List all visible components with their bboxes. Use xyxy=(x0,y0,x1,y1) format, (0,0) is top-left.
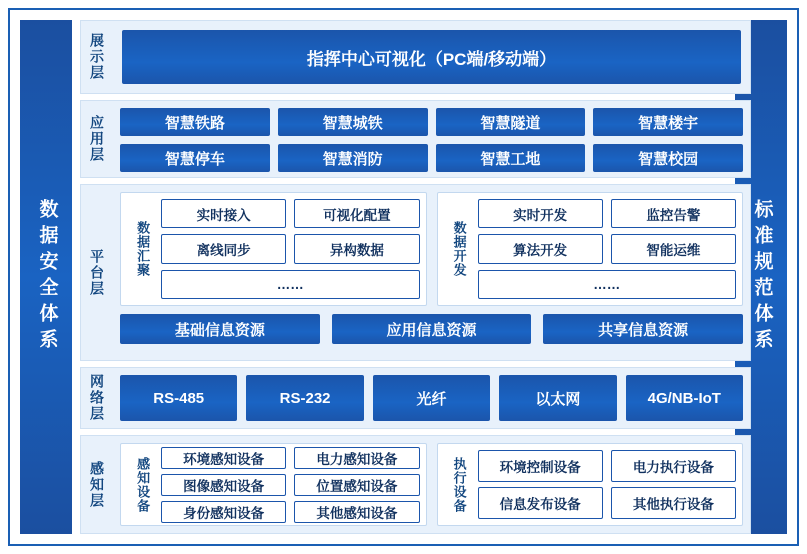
sensing-item[interactable]: 其他执行设备 xyxy=(611,487,736,519)
platform-item[interactable]: 实时接入 xyxy=(161,199,286,228)
platform-group-data-aggregation xyxy=(120,192,427,306)
sidebar-data-security xyxy=(20,20,72,534)
application-item[interactable]: 智慧楼宇 xyxy=(593,108,743,136)
application-item[interactable]: 智慧工地 xyxy=(436,144,586,172)
sensing-item[interactable]: 信息发布设备 xyxy=(478,487,603,519)
sensing-group-label: 感知设备 xyxy=(135,456,151,513)
sensing-item[interactable]: 环境感知设备 xyxy=(161,447,286,469)
sensing-item[interactable]: 电力感知设备 xyxy=(294,447,419,469)
platform-resource[interactable]: 应用信息资源 xyxy=(332,314,532,344)
platform-item[interactable]: 智能运维 xyxy=(611,234,736,263)
architecture-diagram xyxy=(8,8,799,546)
platform-group-label: 数据汇聚 xyxy=(135,221,151,277)
sensing-item[interactable]: 身份感知设备 xyxy=(161,501,286,523)
platform-resource[interactable]: 基础信息资源 xyxy=(120,314,320,344)
layer-sensing-body xyxy=(113,436,750,533)
layer-platform-body xyxy=(113,185,750,360)
layer-application xyxy=(80,100,751,178)
platform-item[interactable]: 异构数据 xyxy=(294,234,419,263)
network-item[interactable]: 4G/NB-IoT xyxy=(626,375,743,421)
layer-application-label: 应用层 xyxy=(89,115,106,163)
layer-sensing-label: 感知层 xyxy=(89,460,106,509)
layer-stack xyxy=(80,20,751,534)
application-item[interactable]: 智慧校园 xyxy=(593,144,743,172)
platform-item-more[interactable]: …… xyxy=(161,270,420,299)
platform-item[interactable]: 算法开发 xyxy=(478,234,603,263)
sensing-group-sensor-devices xyxy=(120,443,427,526)
application-item[interactable]: 智慧城铁 xyxy=(278,108,428,136)
sensing-item[interactable]: 电力执行设备 xyxy=(611,450,736,482)
network-item[interactable]: RS-232 xyxy=(246,375,363,421)
sensing-group-label: 执行设备 xyxy=(451,456,467,513)
application-item[interactable]: 智慧隧道 xyxy=(436,108,586,136)
sidebar-left-label: 数据安全体系 xyxy=(36,199,58,355)
layer-sensing xyxy=(80,435,751,534)
platform-item[interactable]: 离线同步 xyxy=(161,234,286,263)
sensing-item[interactable]: 位置感知设备 xyxy=(294,474,419,496)
sensing-item[interactable]: 图像感知设备 xyxy=(161,474,286,496)
application-item[interactable]: 智慧消防 xyxy=(278,144,428,172)
platform-resource[interactable]: 共享信息资源 xyxy=(543,314,743,344)
layer-presentation-body xyxy=(113,21,750,93)
network-item[interactable]: RS-485 xyxy=(120,375,237,421)
application-item[interactable]: 智慧铁路 xyxy=(120,108,270,136)
sensing-item[interactable]: 其他感知设备 xyxy=(294,501,419,523)
sidebar-right-label: 标准规范体系 xyxy=(751,199,773,355)
sensing-item[interactable]: 环境控制设备 xyxy=(478,450,603,482)
layer-presentation-label: 展示层 xyxy=(89,33,106,81)
layer-network-label: 网络层 xyxy=(89,374,106,422)
network-item[interactable]: 以太网 xyxy=(499,375,616,421)
application-item[interactable]: 智慧停车 xyxy=(120,144,270,172)
sensing-group-actuator-devices xyxy=(437,443,744,526)
layer-platform-label: 平台层 xyxy=(89,248,106,297)
platform-group-label: 数据开发 xyxy=(451,221,467,277)
layer-presentation xyxy=(80,20,751,94)
layer-network-body xyxy=(113,368,750,428)
presentation-box[interactable]: 指挥中心可视化（PC端/移动端） xyxy=(122,30,741,84)
network-item[interactable]: 光纤 xyxy=(373,375,490,421)
layer-platform xyxy=(80,184,751,361)
platform-item[interactable]: 监控告警 xyxy=(611,199,736,228)
platform-item[interactable]: 实时开发 xyxy=(478,199,603,228)
platform-item[interactable]: 可视化配置 xyxy=(294,199,419,228)
platform-item-more[interactable]: …… xyxy=(478,270,737,299)
layer-network xyxy=(80,367,751,429)
platform-group-data-development xyxy=(437,192,744,306)
layer-application-body xyxy=(113,101,750,177)
